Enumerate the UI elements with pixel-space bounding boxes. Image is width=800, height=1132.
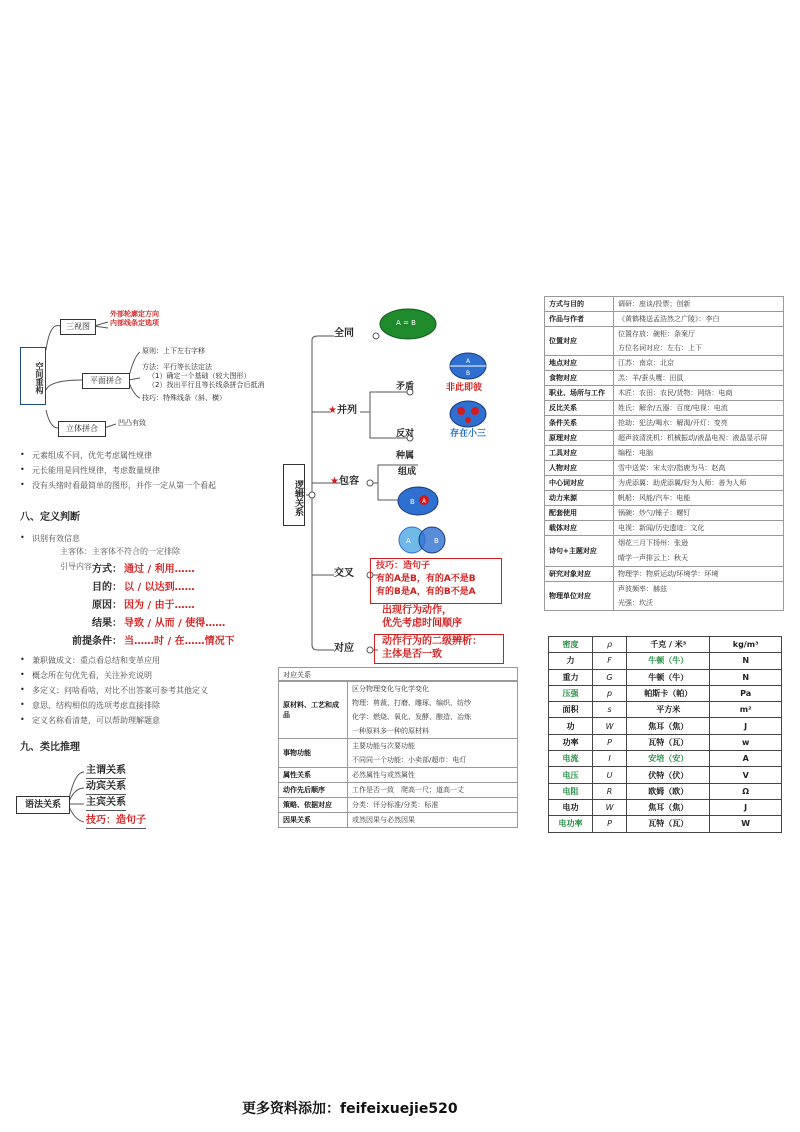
node-plane-assembly: 平面拼合 <box>82 373 130 389</box>
identity-label: A = B <box>396 319 416 327</box>
knowledge-key: 动力来源 <box>545 491 614 506</box>
table-row <box>545 297 784 312</box>
unit-symbol: R <box>592 783 626 799</box>
guide-val-2: 以 / 以达到…… <box>124 582 195 593</box>
unit-quantity: 功 <box>549 718 593 734</box>
unit-name: 焦耳（焦） <box>627 718 710 734</box>
branch-parallel: 并列 <box>336 405 357 416</box>
unit-symbol: P <box>592 734 626 750</box>
relation-value: 必然属性与或然属性 <box>348 768 518 783</box>
unit-name: 千克 / 米³ <box>627 637 710 653</box>
unit-abbrev: w <box>710 734 782 750</box>
unit-abbrev: A <box>710 751 782 767</box>
branch-same: 全同 <box>334 328 354 339</box>
unit-abbrev: Pa <box>710 685 782 701</box>
svg-text:B: B <box>434 537 439 545</box>
def-bullet-3: • 多定义：问啥看啥，对比不出答案可参考其他定义 <box>32 685 208 696</box>
knowledge-key: 地点对应 <box>545 356 614 371</box>
contradiction-note: 非此即彼 <box>446 383 483 393</box>
logic-root: 逻辑关系 <box>283 464 305 526</box>
unit-quantity: 电功率 <box>549 816 593 832</box>
relation-key: 属性关系 <box>279 768 348 783</box>
relation-key: 策略、依据对应 <box>279 798 348 813</box>
units-row <box>549 718 782 734</box>
table-row <box>545 401 784 416</box>
table-row <box>545 431 784 446</box>
knowledge-value: 超声波清洗机：机械振动/液晶电视：液晶显示屏 <box>614 431 784 446</box>
unit-symbol: P <box>592 816 626 832</box>
unit-name: 瓦特（瓦） <box>627 734 710 750</box>
knowledge-key: 方式与目的 <box>545 297 614 312</box>
table-row <box>545 327 784 356</box>
def-bullet-4: • 意思、结构相似的选项考虑直接排除 <box>32 700 160 711</box>
relation-key: 事物功能 <box>279 739 348 768</box>
relation-value: 工作是否一致 爬高一尺；道高一丈 <box>348 783 518 798</box>
table-row <box>279 739 518 768</box>
unit-symbol: W <box>592 799 626 815</box>
knowledge-key: 位置对应 <box>545 327 614 356</box>
unit-quantity: 电压 <box>549 767 593 783</box>
knowledge-value: 调研：座谈/投票；创新 <box>614 297 784 312</box>
analogy-item-2: 动宾关系 <box>86 782 126 795</box>
knowledge-key: 研究对象对应 <box>545 567 614 582</box>
units-row <box>549 669 782 685</box>
unit-symbol: p <box>592 685 626 701</box>
units-row <box>549 767 782 783</box>
unit-name: 焦耳（焦） <box>627 799 710 815</box>
unit-name: 平方米 <box>627 702 710 718</box>
def-bullet-1: • 兼职做成文：重点看总结和变革应用 <box>32 655 160 666</box>
star-icon: ★ <box>330 476 339 487</box>
cross-note-3: 有的B是A，有的B不是A <box>376 587 476 597</box>
knowledge-key: 物理单位对应 <box>545 582 614 611</box>
relation-value: 区分物理变化与化学变化 物理：剪裁、打磨、雕琢、编织、纺纱 化学：燃烧、氧化、发酵、酿造、冶炼 一种原料多一种的原材料 <box>348 682 518 739</box>
guide-val-1: 通过 / 利用…… <box>124 564 195 575</box>
unit-quantity: 重力 <box>549 669 593 685</box>
corr-note-2: 优先考虑时间顺序 <box>382 618 462 629</box>
knowledge-value: 雪中送炭：宋太宗/指鹿为马：赵高 <box>614 461 784 476</box>
units-row <box>549 734 782 750</box>
unit-abbrev: W <box>710 816 782 832</box>
unit-quantity: 电功 <box>549 799 593 815</box>
find-label: • 识别有效信息 <box>32 533 80 544</box>
knowledge-key: 配套使用 <box>545 506 614 521</box>
contrary-note: 存在小三 <box>450 429 487 439</box>
unit-symbol: W <box>592 718 626 734</box>
spatial-bullet-3: • 没有头绪时看最简单的图形，并作一定从第一个看起 <box>32 480 216 491</box>
knowledge-value: 编程：电脑 <box>614 446 784 461</box>
intersection-diagram <box>384 526 464 556</box>
relation-key: 因果关系 <box>279 813 348 828</box>
knowledge-key: 诗句+主题对应 <box>545 536 614 567</box>
analogy-item-4: 技巧：造句子 <box>86 816 146 829</box>
corr-note-1: 出现行为动作， <box>382 605 452 616</box>
guide-val-3: 因为 / 由于…… <box>124 600 195 611</box>
knowledge-value: 《黄鹤楼送孟浩然之广陵》：李白 <box>614 312 784 327</box>
star-icon: ★ <box>328 405 337 416</box>
guide-key-2: 目的： <box>92 582 122 593</box>
subject-line: 主客体：主客体不符合的一定排除 <box>60 547 180 556</box>
unit-name: 牛顿（牛） <box>627 653 710 669</box>
knowledge-key: 食物对应 <box>545 371 614 386</box>
table-row <box>545 446 784 461</box>
node-three-views: 三视图 <box>60 319 96 335</box>
table-row <box>545 461 784 476</box>
def-bullet-5: • 定义名称看清楚，可以帮助理解题意 <box>32 715 160 726</box>
include-species: 种属 <box>396 451 415 461</box>
spatial-bullet-2: • 元长能用是同性规律，考虑数量规律 <box>32 465 160 476</box>
parallel-contrary: 反对 <box>396 429 415 439</box>
spatial-root: 空间重构 <box>20 347 46 405</box>
knowledge-key: 载体对应 <box>545 521 614 536</box>
unit-name: 瓦特（瓦） <box>627 816 710 832</box>
guide-key-4: 结果： <box>92 618 122 629</box>
unit-quantity: 电流 <box>549 751 593 767</box>
unit-quantity: 力 <box>549 653 593 669</box>
knowledge-key: 原理对应 <box>545 431 614 446</box>
knowledge-value: 位置存放：碗柜：条案厅 方位名词对应：左右：上下 <box>614 327 784 356</box>
branch-correspond: 对应 <box>334 643 354 654</box>
units-row <box>549 702 782 718</box>
three-views-note: 外部轮廓定方向 内部线条定选项 <box>110 310 159 327</box>
table-row <box>545 582 784 611</box>
plane-line-2: 方法：平行等长法定法 <box>142 363 212 371</box>
unit-symbol: s <box>592 702 626 718</box>
parallel-contradiction: 矛盾 <box>396 382 415 392</box>
branch-include: 包容 <box>338 476 359 487</box>
svg-text:B: B <box>410 498 415 506</box>
table-row <box>545 476 784 491</box>
svg-text:B: B <box>465 370 471 377</box>
plane-line-3: （1）确定一个基础（较大图形） <box>148 372 251 380</box>
corr-note-3: 动作行为的二级辨析： <box>382 636 482 647</box>
table-row <box>545 416 784 431</box>
unit-symbol: I <box>592 751 626 767</box>
plane-line-5: 技巧：特殊线条（斜、横） <box>142 394 226 402</box>
plane-line-4: （2）找出平行且等长线条拼合后抵消 <box>148 381 265 389</box>
include-compose: 组成 <box>398 467 417 477</box>
unit-abbrev: V <box>710 767 782 783</box>
unit-quantity: 电阻 <box>549 783 593 799</box>
unit-symbol: G <box>592 669 626 685</box>
contradiction-diagram <box>448 352 488 382</box>
cross-note-2: 有的A是B，有的A不是B <box>376 574 476 584</box>
table-row <box>545 386 784 401</box>
knowledge-key: 条件关系 <box>545 416 614 431</box>
unit-name: 伏特（伏） <box>627 767 710 783</box>
relation-key: 动作先后顺序 <box>279 783 348 798</box>
analogy-item-1: 主谓关系 <box>86 766 126 779</box>
table-row <box>279 798 518 813</box>
unit-quantity: 压强 <box>549 685 593 701</box>
table-row <box>279 682 518 739</box>
unit-abbrev: N <box>710 669 782 685</box>
knowledge-value: 物理学：物质运动/环境学：环境 <box>614 567 784 582</box>
contrary-diagram <box>448 400 488 430</box>
unit-abbrev: N <box>710 653 782 669</box>
knowledge-value: 抢劫：犯法/喝水：解渴/开灯：变亮 <box>614 416 784 431</box>
unit-abbrev: J <box>710 718 782 734</box>
table-row <box>545 521 784 536</box>
units-row <box>549 751 782 767</box>
guide-key-5: 前提条件： <box>72 636 122 647</box>
unit-abbrev: J <box>710 799 782 815</box>
table-row <box>545 356 784 371</box>
knowledge-value: 为虎添翼：助虎添翼/好为人师：善为人师 <box>614 476 784 491</box>
unit-quantity: 密度 <box>549 637 593 653</box>
unit-name: 欧姆（欧） <box>627 783 710 799</box>
relation-table-title: 对应关系 <box>278 667 518 681</box>
relation-table <box>278 681 518 828</box>
def-bullet-2: • 概念所在句优先看，关注补充说明 <box>32 670 152 681</box>
knowledge-key: 职业、场所与工作 <box>545 386 614 401</box>
knowledge-key: 反比关系 <box>545 401 614 416</box>
table-row <box>545 371 784 386</box>
unit-quantity: 功率 <box>549 734 593 750</box>
unit-name: 帕斯卡（帕） <box>627 685 710 701</box>
units-row <box>549 816 782 832</box>
plane-line-1: 原则：上下左右字移 <box>142 347 205 355</box>
knowledge-value: 烟花三月下扬州：张逊 晴学一声排云上：秋天 <box>614 536 784 567</box>
branch-cross: 交叉 <box>334 568 354 579</box>
analogy-item-3: 主宾关系 <box>86 798 126 811</box>
knowledge-key: 工具对应 <box>545 446 614 461</box>
units-body <box>549 637 782 833</box>
svg-text:A: A <box>406 537 411 545</box>
relation-value: 主要功能与次要功能 不同同一个功能：小卖部/超市：电灯 <box>348 739 518 768</box>
knowledge-value: 声波频率：赫兹 光强：坎沃 <box>614 582 784 611</box>
unit-abbrev: kg/m³ <box>710 637 782 653</box>
table-row <box>545 536 784 567</box>
unit-name: 安培（安） <box>627 751 710 767</box>
spatial-bullet-1: • 元素组成不同，优先考虑属性规律 <box>32 450 152 461</box>
guide-key-1: 方式： <box>92 564 122 575</box>
table-row <box>279 813 518 828</box>
unit-symbol: U <box>592 767 626 783</box>
knowledge-value: 姓氏：解余/五器：百度/电视：电流 <box>614 401 784 416</box>
table-row <box>545 506 784 521</box>
units-row <box>549 653 782 669</box>
knowledge-table <box>544 296 784 611</box>
svg-text:A: A <box>465 358 471 365</box>
footer-contact: 更多资料添加：feifeixuejie520 <box>242 1101 458 1117</box>
relation-value: 或然因果与必然因果 <box>348 813 518 828</box>
table-row <box>545 491 784 506</box>
table-row <box>545 567 784 582</box>
guide-label: 引导内容： <box>60 562 100 571</box>
units-row <box>549 783 782 799</box>
knowledge-value: 电视：新闻/历史遗迹：文化 <box>614 521 784 536</box>
unit-symbol: F <box>592 653 626 669</box>
svg-text:A: A <box>421 498 427 505</box>
knowledge-value: 江苏：南京：北京 <box>614 356 784 371</box>
relation-key: 原材料、工艺和成品 <box>279 682 348 739</box>
knowledge-key: 中心词对应 <box>545 476 614 491</box>
relation-value: 分类：评分标准/分类：标准 <box>348 798 518 813</box>
unit-abbrev: Ω <box>710 783 782 799</box>
inclusion-diagram <box>396 485 440 517</box>
analogy-root: 语法关系 <box>16 796 70 814</box>
table-row <box>279 783 518 798</box>
node-solid-assembly: 立体拼合 <box>58 421 106 437</box>
guide-key-3: 原因： <box>92 600 122 611</box>
knowledge-key: 作品与作者 <box>545 312 614 327</box>
solid-note: 凹凸有致 <box>118 419 146 427</box>
analogy-heading: 九、类比推理 <box>20 742 80 753</box>
units-row <box>549 799 782 815</box>
definition-heading: 八、定义判断 <box>20 512 80 523</box>
corr-note-4: 主体是否一致 <box>382 649 442 660</box>
guide-val-4: 导致 / 从而 / 使得…… <box>124 618 226 629</box>
units-table <box>548 636 782 833</box>
units-row <box>549 685 782 701</box>
units-row <box>549 637 782 653</box>
unit-symbol: ρ <box>592 637 626 653</box>
knowledge-value: 羔：羊/蚕头鹰：田鼠 <box>614 371 784 386</box>
unit-quantity: 面积 <box>549 702 593 718</box>
cross-note-1: 技巧：造句子 <box>376 561 431 571</box>
unit-abbrev: m² <box>710 702 782 718</box>
knowledge-value: 锅碗：炒勺/锤子：螺钉 <box>614 506 784 521</box>
knowledge-value: 木匠：农田：农民/货物：网络：电商 <box>614 386 784 401</box>
table-row <box>279 768 518 783</box>
unit-name: 牛顿（牛） <box>627 669 710 685</box>
guide-val-5: 当……时 / 在……情况下 <box>124 636 235 647</box>
knowledge-value: 帆船：风能/汽车：电能 <box>614 491 784 506</box>
table-row <box>545 312 784 327</box>
knowledge-key: 人物对应 <box>545 461 614 476</box>
